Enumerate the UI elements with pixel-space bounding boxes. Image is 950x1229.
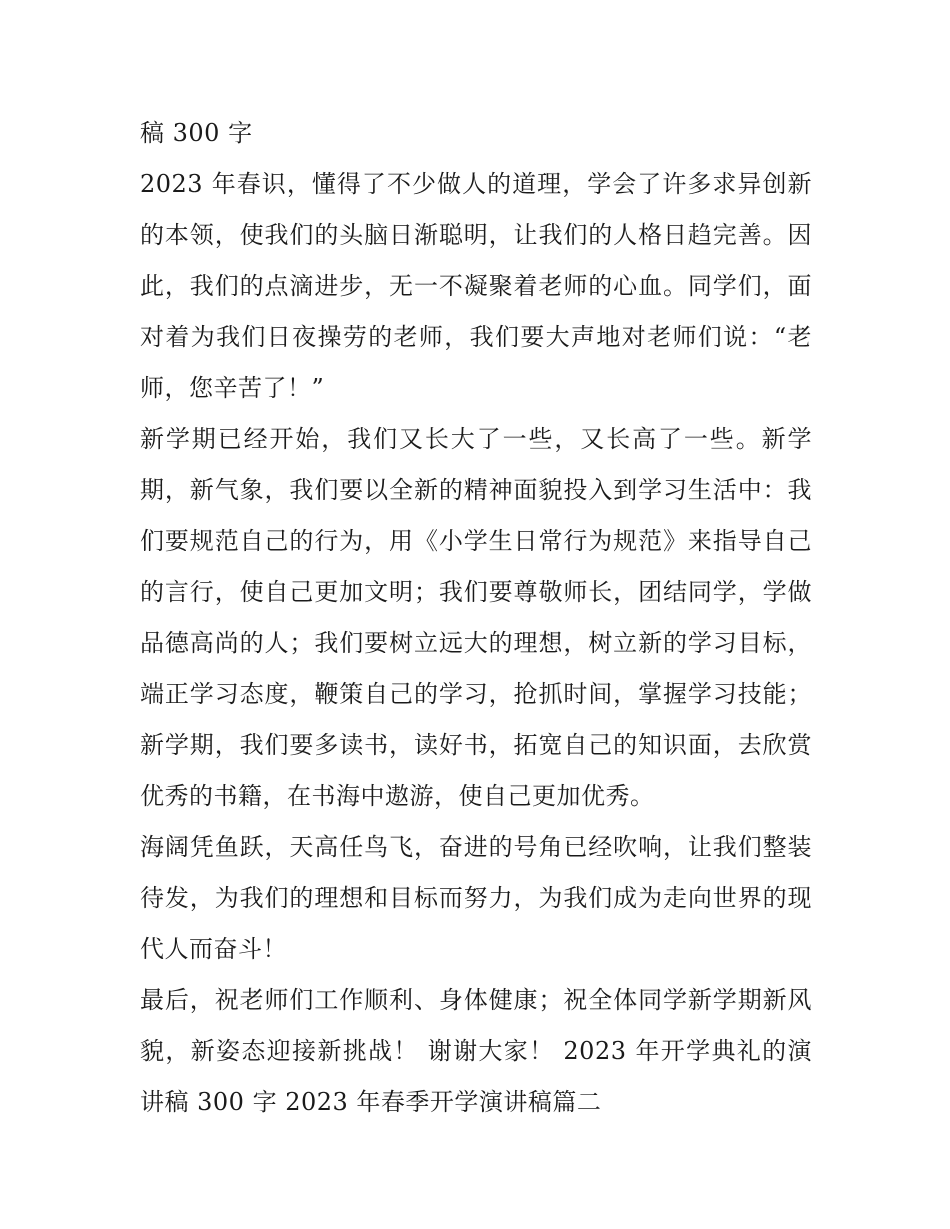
paragraph-closing: 最后，祝老师们工作顺利、身体健康；祝全体同学新学期新风貌，新姿态迎接新挑战！ 谢谢大家！ 2023 年开学典礼的演讲稿 300 字 2023 年春季开学演讲稿篇二 — [140, 986, 812, 1116]
paragraph-encouragement: 海阔凭鱼跃，天高任鸟飞，奋进的号角已经吹响，让我们整装待发，为我们的理想和目标而努力，为我们成为走向世界的现代人而奋斗！ — [140, 833, 812, 963]
paragraph-thanks-teachers: 2023 年春识，懂得了不少做人的道理，学会了许多求异创新的本领，使我们的头脑日渐聪明，让我们的人格日趋完善。因此，我们的点滴进步，无一不凝聚着老师的心血。同学们，面对着为我们日夜操劳的老师，我们要大声地对老师们说：“老师，您辛苦了！” — [140, 170, 812, 402]
document-body — [140, 108, 812, 1128]
paragraph-new-semester: 新学期已经开始，我们又长大了一些，又长高了一些。新学期，新气象，我们要以全新的精神面貌投入到学习生活中：我们要规范自己的行为，用《小学生日常行为规范》来指导自己的言行，使自己更加文明；我们要尊敬师长，团结同学，学做品德高尚的人；我们要树立远大的理想，树立新的学习目标，端正学习态度，鞭策自己的学习，抢抓时间，掌握学习技能；新学期，我们要多读书，读好书，拓宽自己的知识面，去欣赏优秀的书籍，在书海中遨游，使自己更加优秀。 — [140, 425, 812, 810]
paragraph-heading-fragment: 稿 300 字 — [140, 119, 253, 147]
